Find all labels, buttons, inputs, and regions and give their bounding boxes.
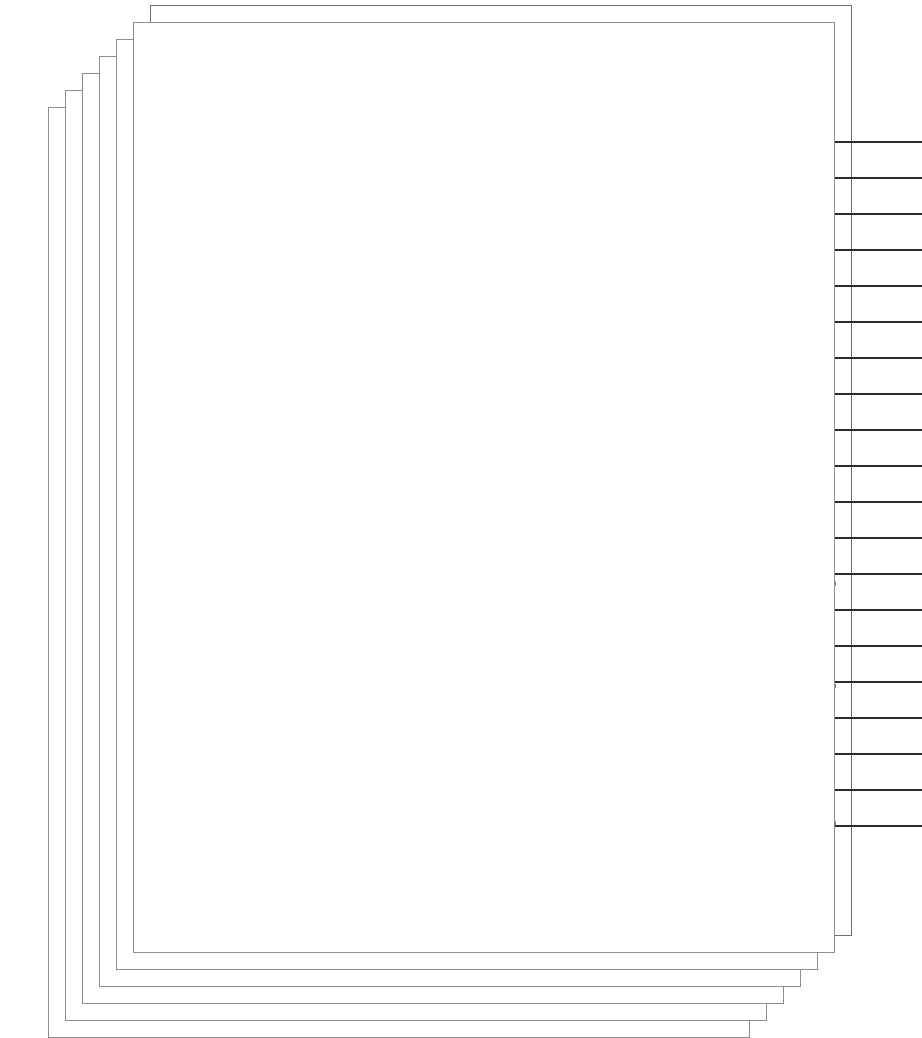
stacked-page-sheet bbox=[133, 22, 835, 953]
